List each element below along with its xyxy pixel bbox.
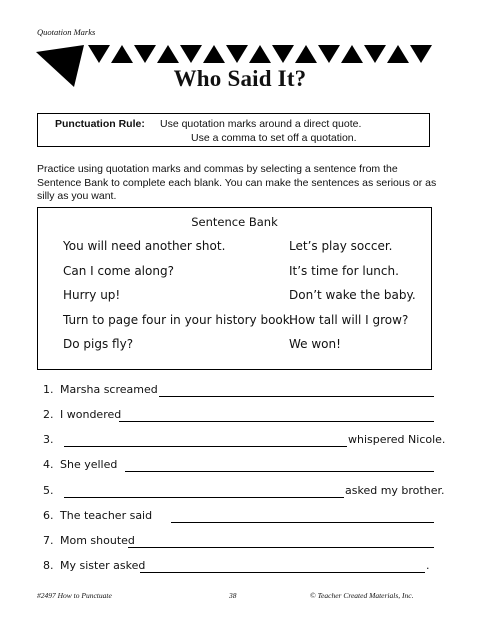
triangle-down-icon [134,45,156,63]
exercise-6 [43,509,435,525]
answer-blank[interactable] [64,497,344,498]
sentence-bank [37,207,432,370]
exercise-prefix: My sister asked [60,559,146,572]
exercise-prefix: The teacher said [60,509,153,522]
exercise-suffix: . [426,559,430,572]
sentence-bank-item: Can I come along? [63,263,174,278]
punctuation-rule-box [37,113,430,147]
exercise-prefix: Marsha screamed [60,383,158,396]
exercise-8 [43,559,435,575]
triangle-down-icon [88,45,110,63]
exercise-prefix: She yelled [60,458,118,471]
exercise-1 [43,383,435,399]
triangle-down-icon [272,45,294,63]
answer-blank[interactable] [140,572,425,573]
exercise-7 [43,534,435,550]
answer-blank[interactable] [125,471,434,472]
exercise-number: 3. [43,433,54,446]
page-title: Who Said It? [173,66,307,91]
sentence-bank-left-column [63,238,294,361]
triangle-up-icon [157,45,179,63]
sentence-bank-right-column [289,238,416,361]
triangle-up-icon [203,45,225,63]
triangle-up-icon [387,45,409,63]
triangle-up-icon [249,45,271,63]
triangle-down-icon [180,45,202,63]
triangle-down-icon [410,45,432,63]
sentence-bank-title: Sentence Bank [191,215,278,229]
sentence-bank-item: Hurry up! [63,288,121,302]
exercise-number: 6. [43,509,54,522]
exercise-5 [43,484,445,500]
exercise-suffix: asked my brother. [345,484,445,497]
triangle-row [88,45,432,63]
exercise-suffix: whispered Nicole. [348,433,446,446]
exercise-number: 5. [43,484,54,497]
rule-line-2: Use a comma to set off a quotation. [191,132,357,144]
sentence-bank-item: We won! [289,337,341,351]
instructions: Practice using quotation marks and commas by selecting a sentence from the Sentence Bank to complete each blank. You can make the sentences as serious or as silly as you want. [37,163,437,202]
exercise-prefix: I wondered [60,408,122,421]
answer-blank[interactable] [171,522,434,523]
answer-blank[interactable] [159,396,434,397]
sentence-bank-item: Do pigs fly? [63,337,134,351]
topic-label: Quotation Marks [37,27,96,37]
footer-book-title: #2497 How to Punctuate [37,591,112,600]
triangle-down-icon [318,45,340,63]
triangle-down-icon [364,45,386,63]
triangle-down-icon [226,45,248,63]
sentence-bank-item: It’s time for lunch. [289,263,399,278]
exercise-2 [43,408,435,424]
triangle-up-icon [111,45,133,63]
answer-blank[interactable] [119,421,434,422]
footer-page-number: 38 [229,591,237,600]
exercise-number: 4. [43,458,54,471]
rule-label: Punctuation Rule: [55,118,145,130]
triangle-up-icon [341,45,363,63]
sentence-bank-item: How tall will I grow? [289,312,409,327]
answer-blank[interactable] [64,446,347,447]
sentence-bank-item: Let’s play soccer. [289,239,393,253]
exercise-number: 7. [43,534,54,547]
sentence-bank-item: Don’t wake the baby. [289,288,416,302]
rule-line-1: Use quotation marks around a direct quote. [160,118,362,130]
exercise-number: 8. [43,559,54,572]
answer-blank[interactable] [128,547,434,548]
sentence-bank-item: You will need another shot. [63,239,226,253]
exercise-3 [43,433,446,449]
footer-copyright: © Teacher Created Materials, Inc. [310,591,414,600]
sentence-bank-item: Turn to page four in your history book. [63,312,294,327]
triangle-up-icon [295,45,317,63]
exercise-4 [43,458,435,474]
exercise-number: 2. [43,408,54,421]
exercise-prefix: Mom shouted [60,534,135,547]
exercise-number: 1. [43,383,54,396]
